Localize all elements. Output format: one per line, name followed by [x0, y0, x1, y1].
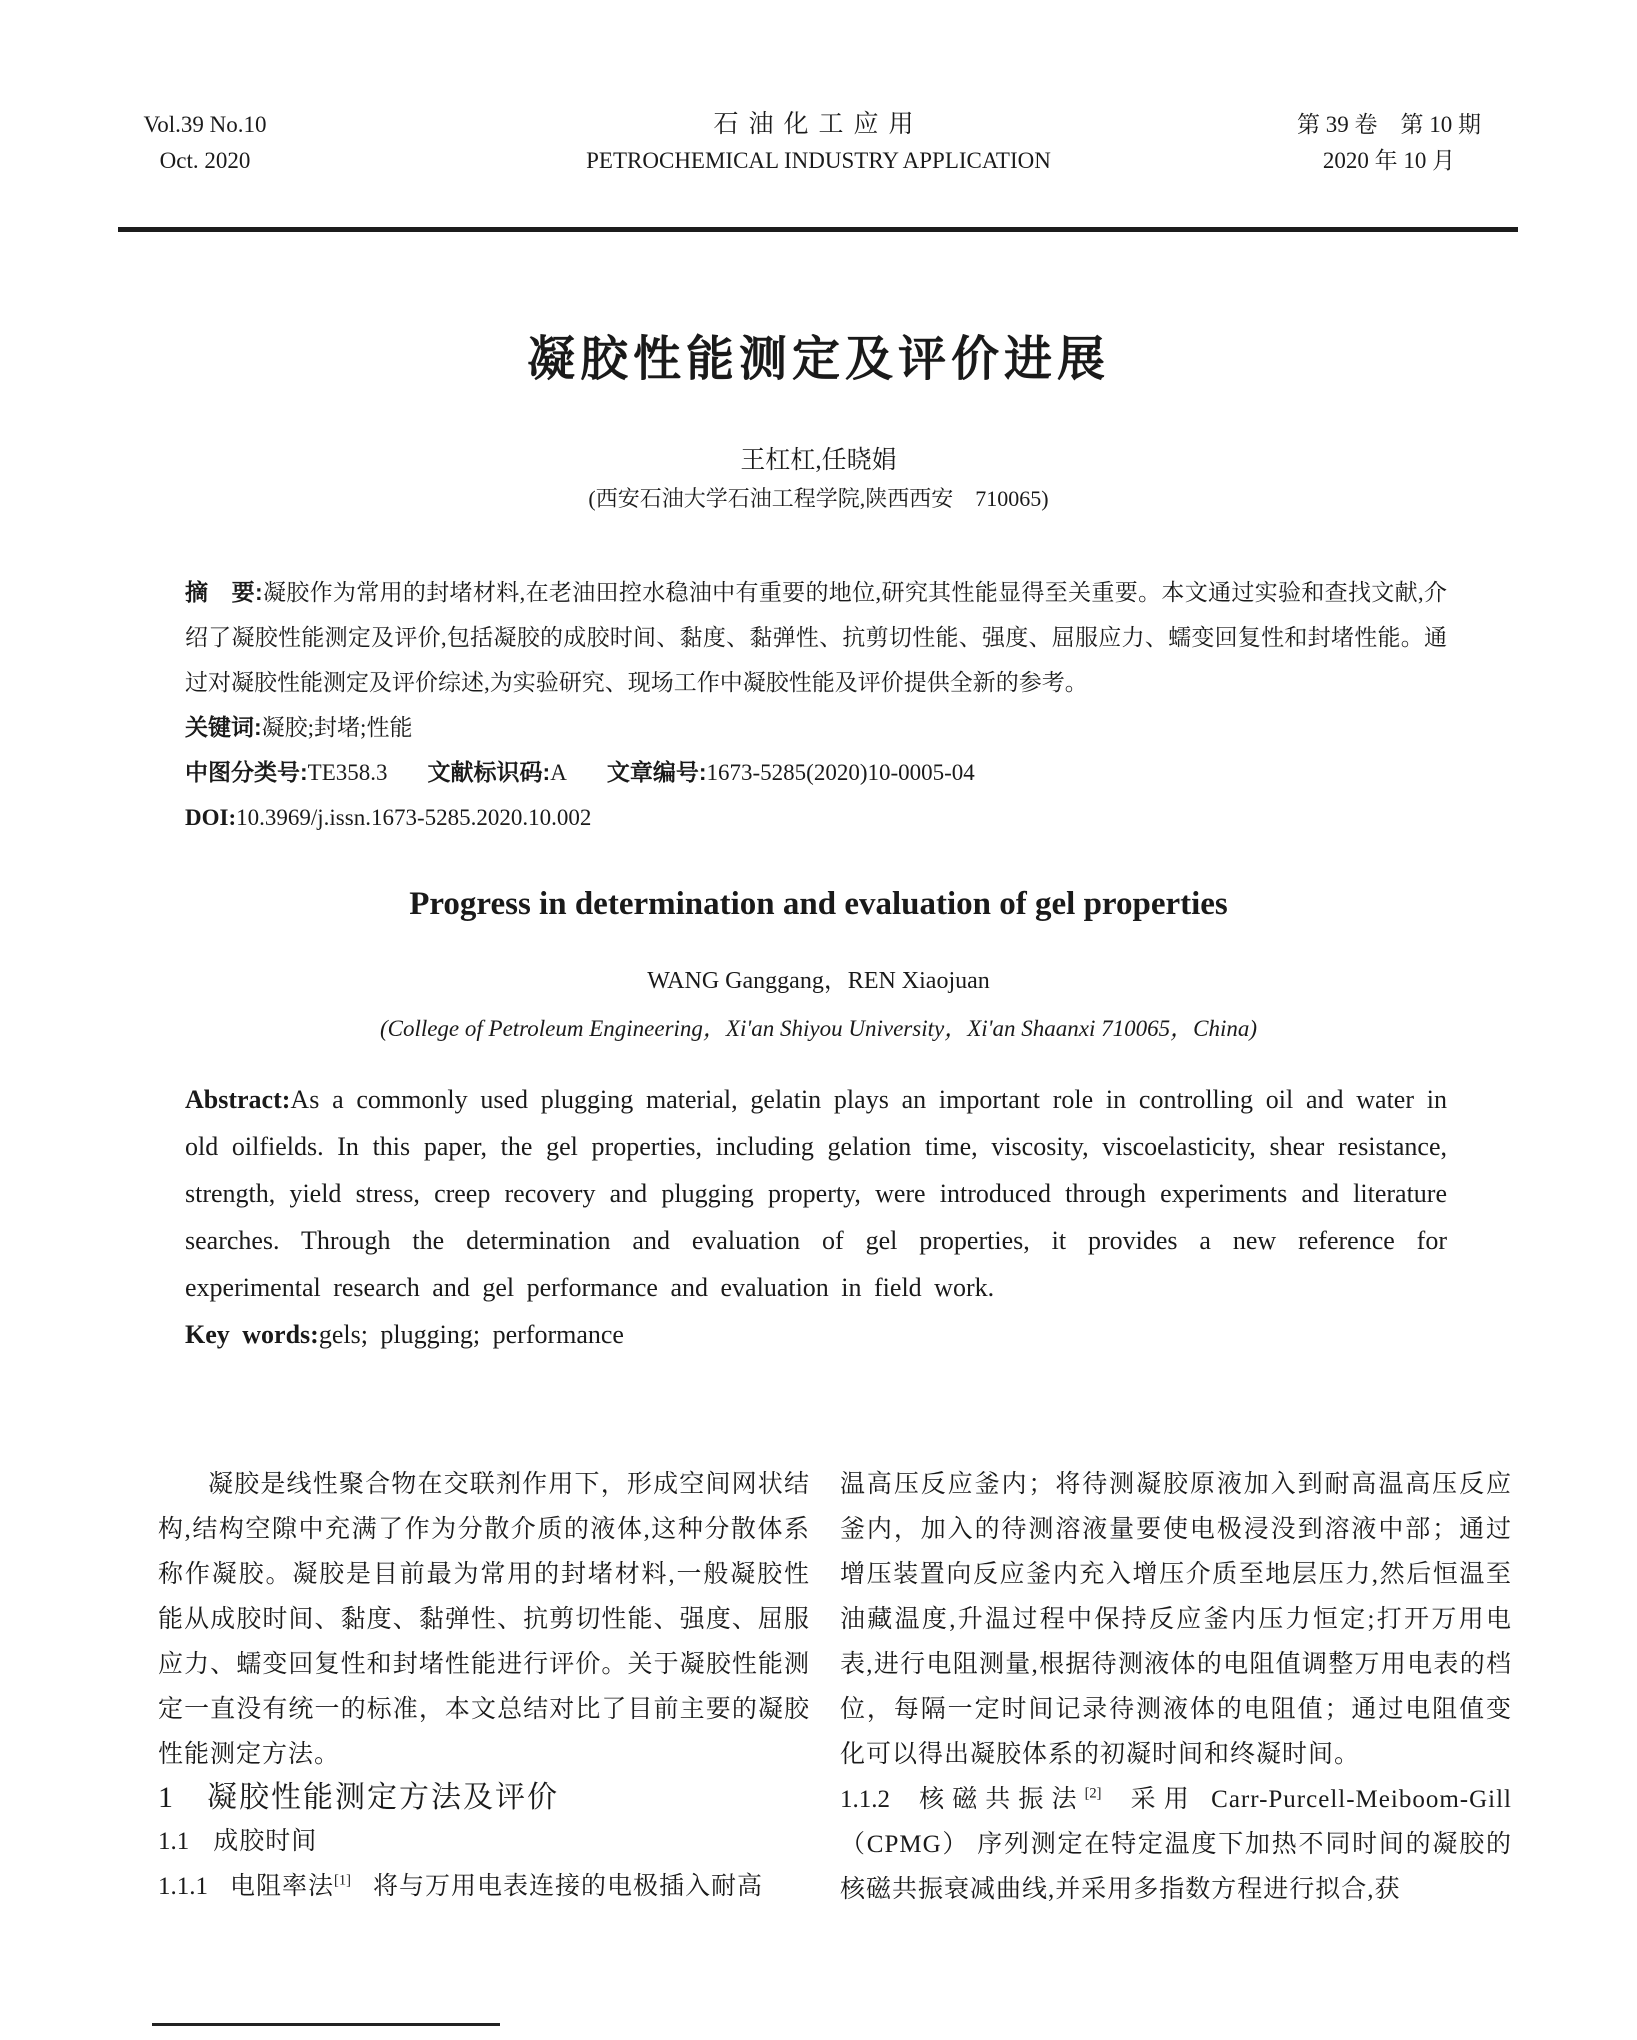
continuation-paragraph: 温高压反应釜内；将待测凝胶原液加入到耐高温高压反应釜内，加入的待测溶液量要使电极浸没到溶液中部；通过增压装置向反应釜内充入增压介质至地层压力,然后恒温至油藏温度,升温过程中保持反应釜内压力恒定;打开万用电表,进行电阻测量,根据待测液体的电阻值调整万用电表的档位，每隔一定时间记录待测液体的电阻值；通过电阻值变化可以得出凝胶体系的初凝时间和终凝时间。: [840, 1471, 1512, 1768]
section-1-1-1-text: 将与万用电表连接的电极插入耐高: [372, 1873, 763, 1900]
section-1-title: 凝胶性能测定方法及评价: [207, 1781, 559, 1814]
reference-1-marker: [1]: [334, 1872, 351, 1889]
doc-code-value: A: [550, 760, 567, 785]
issue-date-zh: 2020 年 10 月: [1322, 148, 1456, 173]
keywords-zh: [185, 705, 1447, 750]
keywords-zh-label: 关键词:: [185, 714, 262, 740]
doc-code-label: 文献标识码:: [427, 759, 551, 785]
keywords-zh-text: 凝胶;封堵;性能: [261, 715, 413, 740]
keywords-en: [185, 1311, 1447, 1358]
section-1-1-number: 1.1: [158, 1828, 190, 1855]
volume-issue-en: Vol.39 No.10: [143, 112, 267, 137]
section-1-1-2-text: 采用 Carr-Purcell-Meiboom-Gill（CPMG） 序列测定在特定温度下加热不同时间的凝胶的核磁共振衰减曲线,并采用多指数方程进行拟合,获: [840, 1786, 1512, 1903]
doi-line: [185, 795, 1447, 840]
section-1-1-1-paragraph: [158, 1864, 810, 1909]
header-right: [1259, 107, 1519, 179]
section-1-1-1-number: 1.1.1: [158, 1873, 208, 1900]
abstract-zh-label: 摘 要:: [185, 579, 263, 605]
abstract-zh: [185, 570, 1447, 705]
section-1-1-heading: [158, 1819, 810, 1864]
authors-en: WANG Ganggang，REN Xiaojuan: [647, 968, 990, 994]
abstract-en: [185, 1076, 1447, 1311]
article-title-en: Progress in determination and evaluation of gel properties: [409, 886, 1228, 922]
footnote-rule: [152, 2023, 500, 2026]
authors-zh: 王杠杠,任晓娟: [740, 447, 897, 474]
issue-date-en: Oct. 2020: [159, 148, 251, 173]
section-1-number: 1: [158, 1781, 173, 1814]
keywords-en-label: Key words:: [185, 1320, 319, 1349]
body-right-column: [840, 1462, 1512, 1912]
header-rule: [118, 227, 1518, 232]
affiliation-zh: (西安石油大学石油工程学院,陕西西安 710065): [588, 486, 1049, 511]
abstract-en-block: [185, 1076, 1447, 1358]
article-title-zh: 凝胶性能测定及评价进展: [526, 333, 1110, 386]
intro-paragraph: 凝胶是线性聚合物在交联剂作用下，形成空间网状结构,结构空隙中充满了作为分散介质的液体,这种分散体系称作凝胶。凝胶是目前最为常用的封堵材料,一般凝胶性能从成胶时间、黏度、黏弹性、抗剪切性能、强度、屈服应力、蠕变回复性和封堵性能进行评价。关于凝胶性能测定一直没有统一的标准，本文总结对比了目前主要的凝胶性能测定方法。: [158, 1471, 810, 1768]
section-1-heading: [158, 1777, 810, 1819]
article-id-label: 文章编号:: [606, 759, 707, 785]
section-1-1-2-number: 1.1.2: [840, 1786, 890, 1813]
article-id-value: 1673-5285(2020)10-0005-04: [706, 760, 975, 785]
section-1-1-2-method: 核磁共振法: [912, 1786, 1085, 1813]
section-1-1-2-paragraph: [840, 1777, 1512, 1912]
doi-value: 10.3969/j.issn.1673-5285.2020.10.002: [236, 805, 592, 830]
classification-line: [185, 750, 1447, 795]
section-1-1-1-method: 电阻率法: [230, 1873, 335, 1900]
doi-label: DOI:: [185, 805, 237, 830]
abstract-zh-block: [185, 570, 1447, 840]
clc-value: TE358.3: [307, 760, 388, 785]
section-1-1-title: 成胶时间: [213, 1828, 318, 1855]
clc-label: 中图分类号:: [185, 759, 308, 785]
affiliation-en: (College of Petroleum Engineering，Xi'an Shiyou University，Xi'an Shaanxi 710065，China): [379, 1016, 1258, 1041]
abstract-zh-text: 凝胶作为常用的封堵材料,在老油田控水稳油中有重要的地位,研究其性能显得至关重要。本文通过实验和查找文献,介绍了凝胶性能测定及评价,包括凝胶的成胶时间、黏度、黏弹性、抗剪切性能、强度、屈服应力、蠕变回复性和封堵性能。通过对凝胶性能测定及评价综述,为实验研究、现场工作中凝胶性能及评价提供全新的参考。: [185, 580, 1448, 695]
volume-issue-zh: 第 39 卷 第 10 期: [1297, 112, 1481, 137]
journal-title-zh: 石油化工应用: [713, 111, 924, 138]
journal-title-en: PETROCHEMICAL INDUSTRY APPLICATION: [586, 148, 1051, 173]
abstract-en-text: As a commonly used plugging material, gelatin plays an important role in controlling oil and water in old oilfields. In this paper, the gel properties, including gelation time, viscosity, viscoelasticity, shear resistance, strength, yield stress, creep recovery and plugging property, were introduced through experiments and literature searches. Through the determination and evaluation of gel properties, it provides a new reference for experimental research and gel performance and evaluation in field work.: [185, 1085, 1447, 1302]
body-left-column: [158, 1462, 810, 1909]
abstract-en-label: Abstract:: [185, 1085, 291, 1114]
reference-2-marker: [2]: [1084, 1785, 1102, 1802]
keywords-en-text: gels; plugging; performance: [318, 1320, 624, 1349]
